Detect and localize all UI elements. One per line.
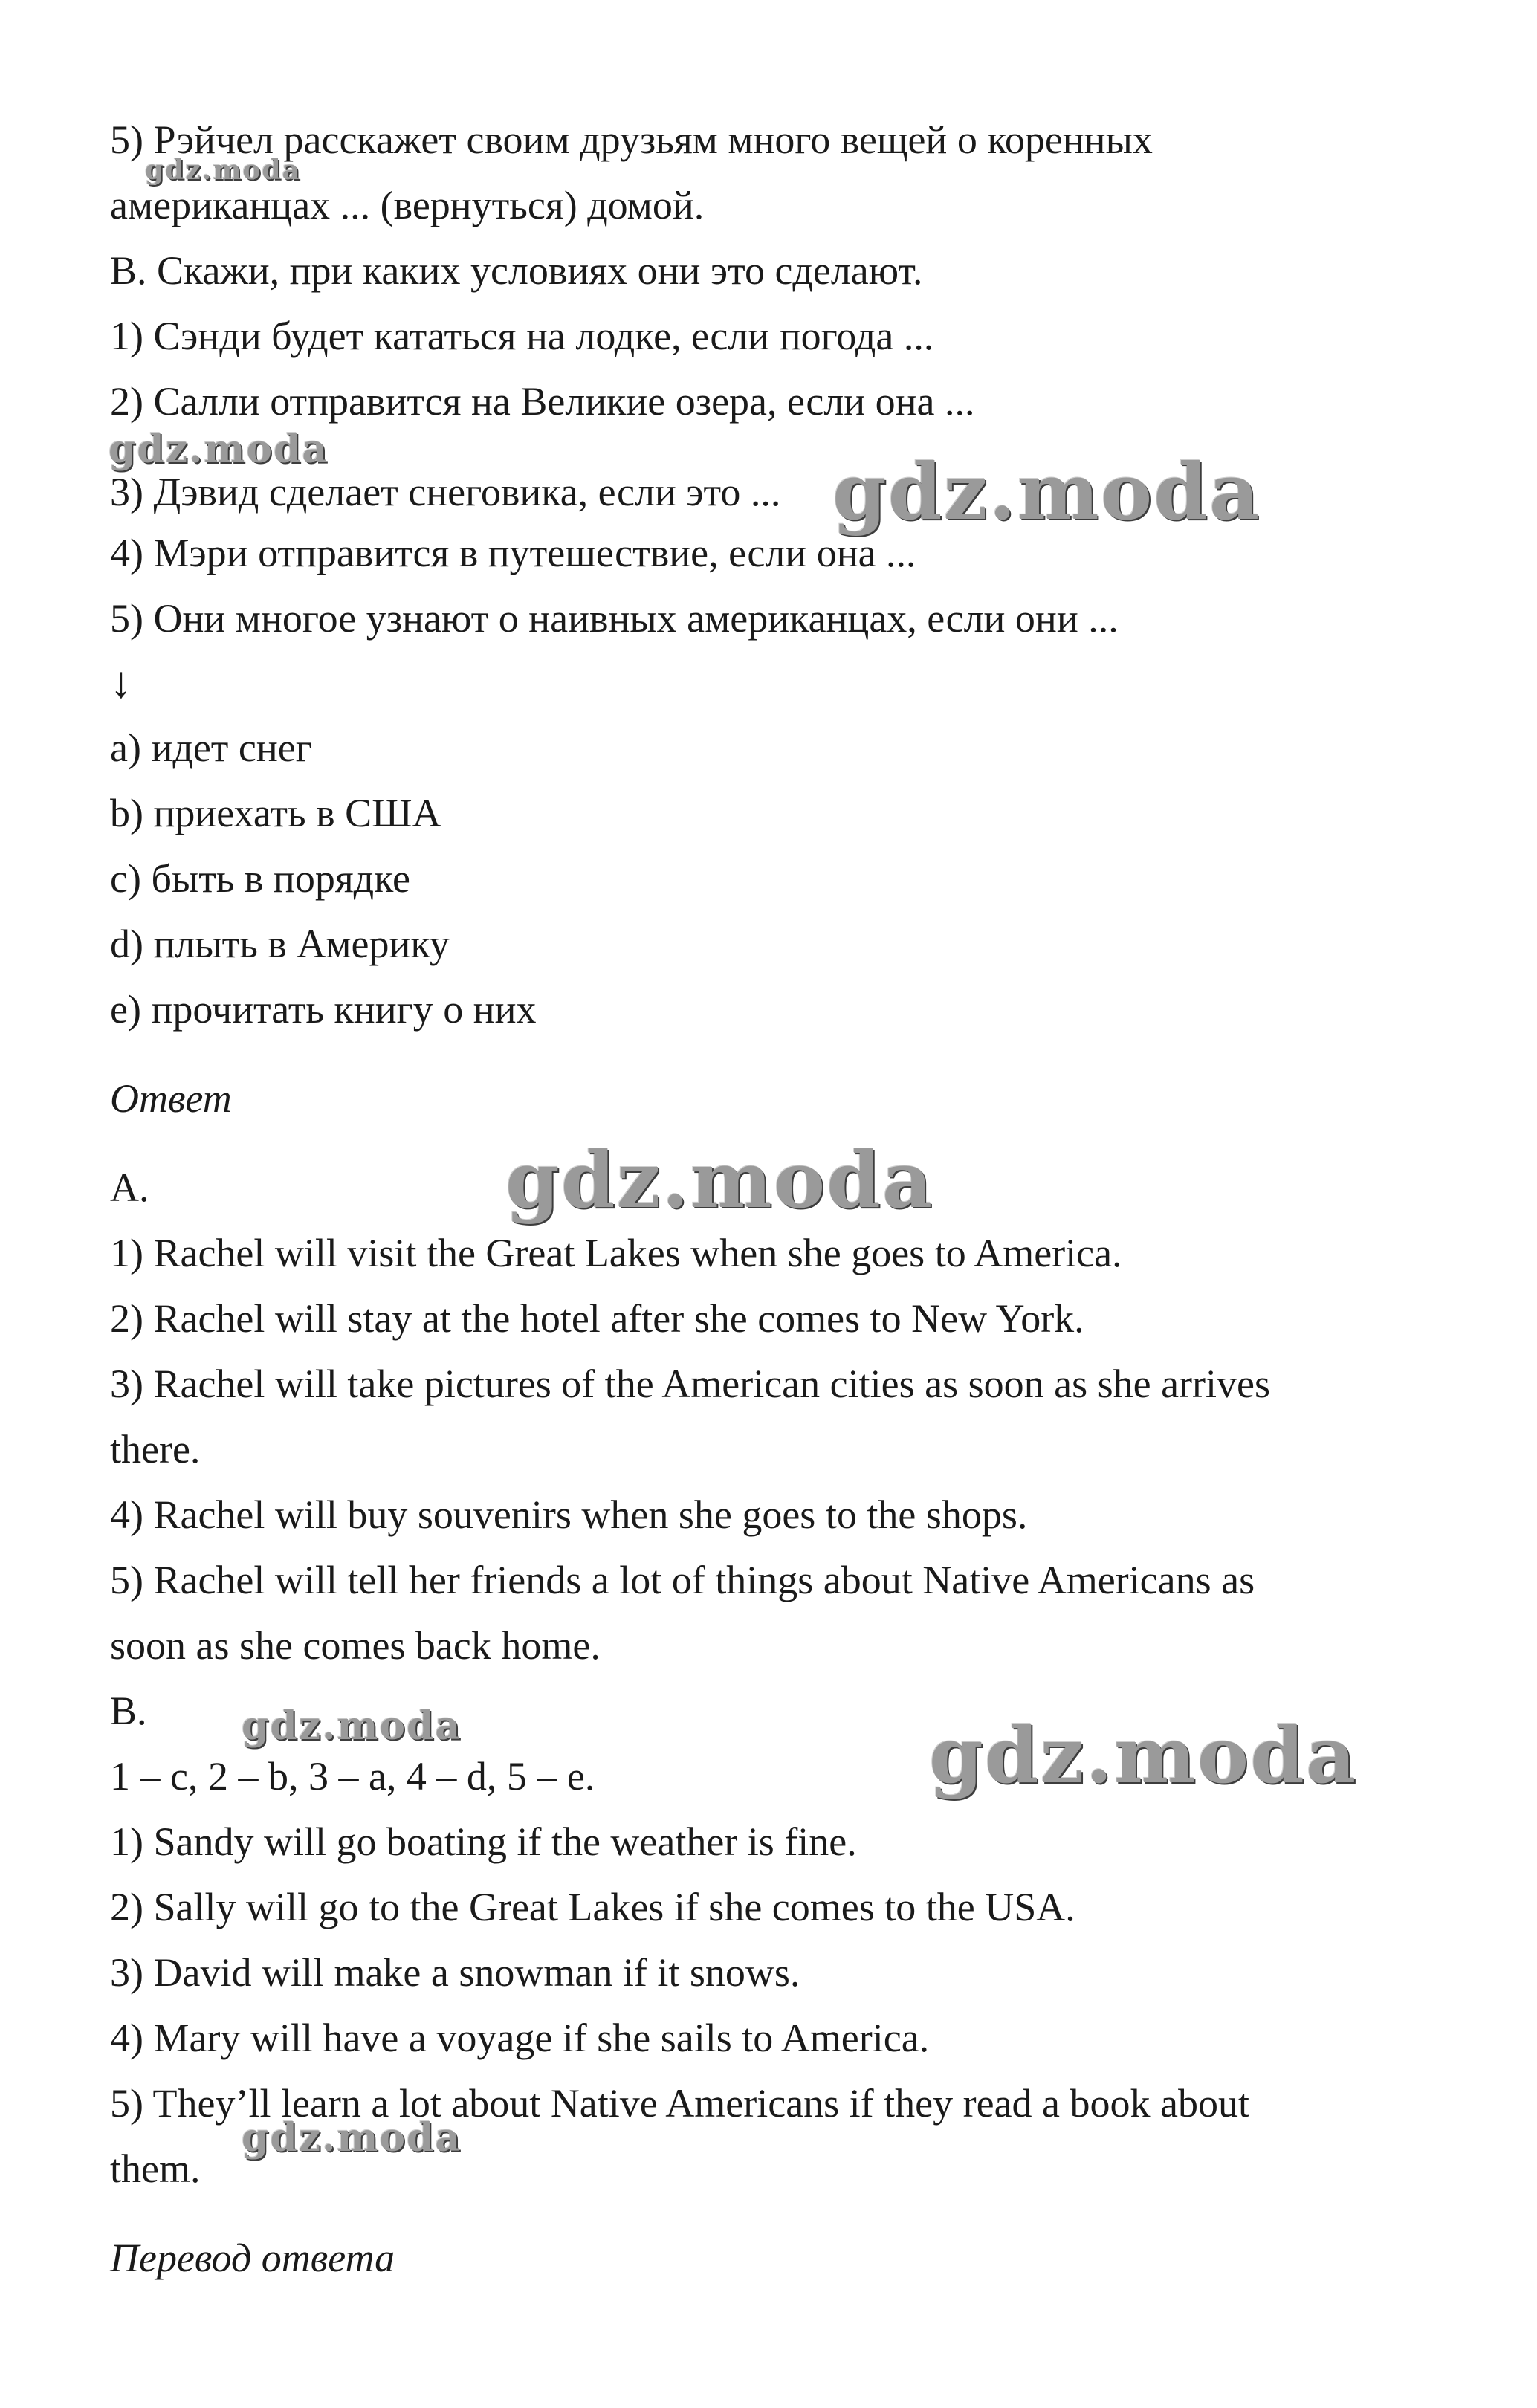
answer-heading: Ответ <box>110 1076 232 1121</box>
watermark-logo: gdz.moda <box>145 155 301 186</box>
down-arrow-icon: ↓ <box>110 658 132 707</box>
task-line: 5) Они многое узнают о наивных американцах, если они ... <box>110 596 1119 641</box>
option-line: d) плыть в Америку <box>110 922 450 966</box>
task-line: 5) Рэйчел расскажет своим друзьям много вещей о коренных <box>110 117 1153 162</box>
answer-line: soon as she comes back home. <box>110 1623 601 1668</box>
answer-section-a: A. <box>110 1165 149 1210</box>
section-b-heading: B. Скажи, при каких условиях они это сделают. <box>110 248 923 293</box>
watermark-logo: gdz.moda <box>109 427 329 472</box>
task-line: 2) Салли отправится на Великие озера, если она ... <box>110 379 975 424</box>
answer-section-b: B. <box>110 1689 147 1733</box>
answer-line: 5) Rachel will tell her friends a lot of things about Native Americans as <box>110 1558 1255 1602</box>
answer-line: 5) They’ll learn a lot about Native Americans if they read a book about <box>110 2081 1249 2126</box>
answer-line: 1) Sandy will go boating if the weather is fine. <box>110 1819 857 1864</box>
answer-line: 2) Rachel will stay at the hotel after she comes to New York. <box>110 1296 1084 1341</box>
translation-heading: Перевод ответа <box>110 2236 395 2280</box>
option-line: a) идет снег <box>110 725 312 770</box>
watermark-logo: gdz.moda <box>242 1703 462 1749</box>
watermark-logo: gdz.moda <box>505 1134 934 1226</box>
option-line: e) прочитать книгу о них <box>110 987 537 1032</box>
task-line: американцах ... (вернуться) домой. <box>110 183 705 227</box>
watermark-logo: gdz.moda <box>242 2115 462 2161</box>
option-line: b) приехать в США <box>110 791 441 835</box>
answer-line: there. <box>110 1427 201 1472</box>
answer-line: 4) Mary will have a voyage if she sails to America. <box>110 2016 930 2060</box>
task-line: 1) Сэнди будет кататься на лодке, если погода ... <box>110 314 934 358</box>
answer-matching: 1 – c, 2 – b, 3 – a, 4 – d, 5 – e. <box>110 1754 595 1799</box>
option-line: c) быть в порядке <box>110 856 410 901</box>
answer-line: 1) Rachel will visit the Great Lakes when she goes to America. <box>110 1231 1122 1275</box>
answer-line: 3) David will make a snowman if it snows. <box>110 1950 800 1995</box>
watermark-logo: gdz.moda <box>832 446 1261 537</box>
task-line: 3) Дэвид сделает снеговика, если это ... <box>110 470 781 514</box>
task-line: 4) Мэри отправится в путешествие, если она ... <box>110 531 916 575</box>
answer-line: 3) Rachel will take pictures of the American cities as soon as she arrives <box>110 1362 1270 1406</box>
answer-line: 2) Sally will go to the Great Lakes if she comes to the USA. <box>110 1885 1075 1929</box>
watermark-logo: gdz.moda <box>929 1709 1358 1801</box>
answer-line: 4) Rachel will buy souvenirs when she goes to the shops. <box>110 1492 1028 1537</box>
answer-line: them. <box>110 2146 201 2191</box>
